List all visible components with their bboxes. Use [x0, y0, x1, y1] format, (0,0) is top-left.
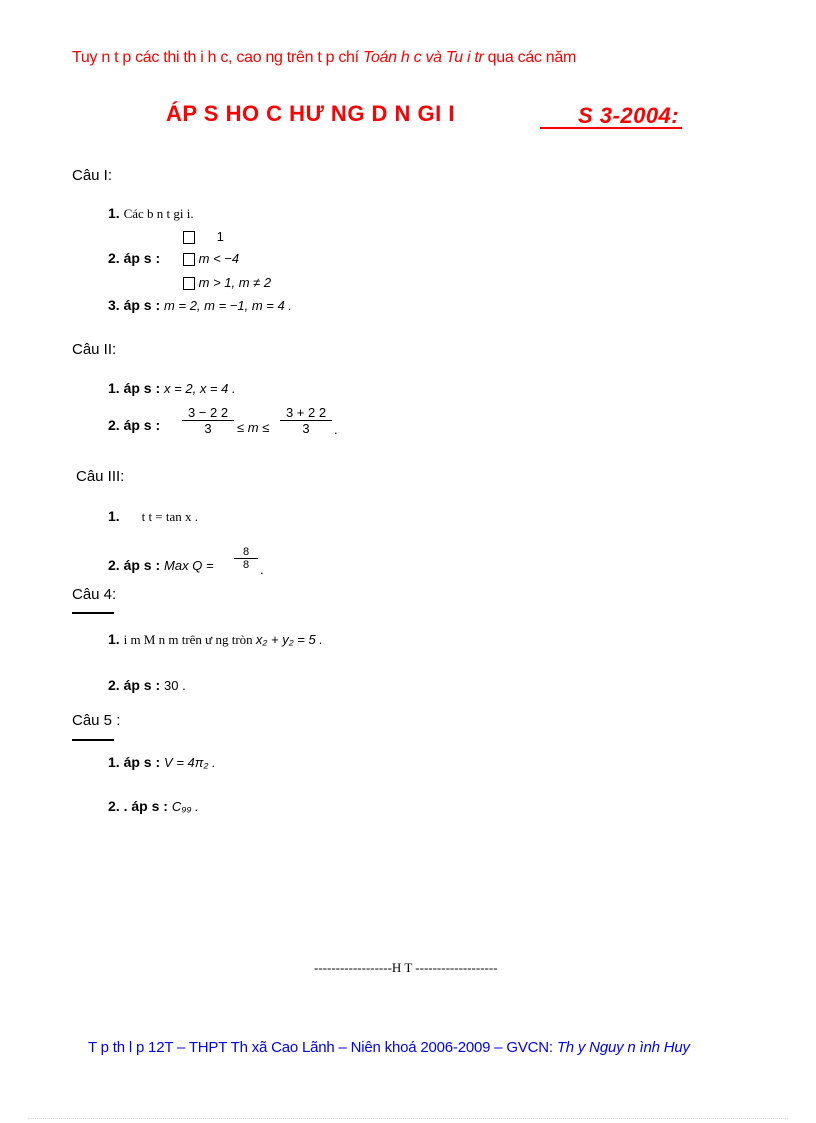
- list-item: [108, 380, 236, 396]
- list-item: [108, 250, 160, 266]
- list-item: [108, 205, 194, 222]
- header-journal: Toán h c và Tu i tr: [362, 49, 484, 66]
- footer-teacher: Th y Nguy n ình Huy: [556, 1039, 690, 1056]
- section-heading-3: Câu III:: [76, 468, 125, 485]
- end-mark: ------------------H T -------------------: [314, 960, 498, 975]
- header-prefix: Tuy n t p các thi th i h c, cao ng trên t p chí: [72, 49, 363, 66]
- section-heading-2: Câu II:: [72, 341, 117, 358]
- item-math: C₉₉ .: [171, 799, 199, 814]
- item-label: áp s :: [131, 798, 168, 814]
- list-item: [108, 557, 214, 573]
- inequality-sign: ≤ m ≤: [237, 420, 270, 435]
- footer-text: T p th l p 12T – THPT Th xã Cao Lãnh – Niên khoá 2006-2009 – GVCN:: [88, 1039, 557, 1056]
- list-item: [108, 297, 292, 313]
- bracket-box-icon: [183, 231, 195, 244]
- footer-line: [88, 1039, 690, 1056]
- item-math: 30 .: [164, 678, 186, 693]
- item-math: Max Q =: [164, 558, 214, 573]
- period: .: [260, 562, 264, 577]
- item-label: áp s :: [123, 677, 161, 693]
- list-item: [108, 754, 216, 770]
- bracket-box-icon: [183, 277, 195, 290]
- item-number: 2. .: [108, 798, 128, 814]
- math-line-1: 1: [183, 229, 224, 244]
- item-number: 1.: [108, 380, 120, 396]
- list-item: [108, 417, 160, 433]
- item-number: 1.: [108, 631, 120, 647]
- item-number: 2.: [108, 250, 120, 266]
- item-number: 1.: [108, 205, 120, 221]
- item-number: 3.: [108, 297, 120, 313]
- item-number: 2.: [108, 557, 120, 573]
- title-underline: [540, 127, 682, 129]
- title-main: ÁP S HO C HƯ NG D N GI I: [166, 101, 455, 126]
- math-line-2: m < −4: [183, 251, 239, 266]
- item-label: áp s :: [123, 557, 161, 573]
- fraction-upper: $\frac{3 + 2 2}{3}$: [280, 405, 332, 436]
- item-number: 2.: [108, 677, 120, 693]
- item-number: 2.: [108, 417, 120, 433]
- item-math: x₂ + y₂ = 5 .: [255, 632, 323, 647]
- fraction-lower: $\frac{3 - 2 2}{3}$: [182, 405, 234, 436]
- item-label: áp s :: [123, 297, 161, 313]
- fraction-maxq: $\frac{8}{8}$: [234, 546, 258, 571]
- list-item: [108, 508, 198, 525]
- item-label: áp s :: [123, 250, 161, 266]
- item-math: m = 2, m = −1, m = 4 .: [164, 298, 292, 313]
- item-text: Các b n t gi i.: [123, 206, 194, 221]
- item-math: V = 4π₂ .: [164, 755, 216, 770]
- heading-underline: [72, 612, 114, 614]
- heading-underline: [72, 739, 114, 741]
- section-heading-1: Câu I:: [72, 167, 113, 184]
- period: .: [334, 422, 338, 437]
- header-line: [72, 49, 576, 67]
- item-label: áp s :: [123, 754, 161, 770]
- item-text: t t = tan x .: [141, 509, 199, 524]
- list-item: [108, 677, 186, 693]
- item-number: 1.: [108, 508, 120, 524]
- item-math: x = 2, x = 4 .: [164, 381, 236, 396]
- item-label: áp s :: [123, 380, 161, 396]
- title-issue: S 3-2004:: [578, 103, 680, 128]
- header-suffix: qua các năm: [483, 49, 576, 66]
- list-item: [108, 798, 199, 814]
- item-text: i m M n m trên ư ng tròn: [123, 632, 256, 647]
- section-heading-5: Câu 5 :: [72, 712, 121, 729]
- bottom-divider: [28, 1118, 788, 1119]
- list-item: [108, 631, 323, 648]
- item-label: áp s :: [123, 417, 161, 433]
- item-number: 1.: [108, 754, 120, 770]
- section-heading-4: Câu 4:: [72, 586, 117, 603]
- bracket-box-icon: [183, 253, 195, 266]
- math-line-3: m > 1, m ≠ 2: [183, 275, 271, 290]
